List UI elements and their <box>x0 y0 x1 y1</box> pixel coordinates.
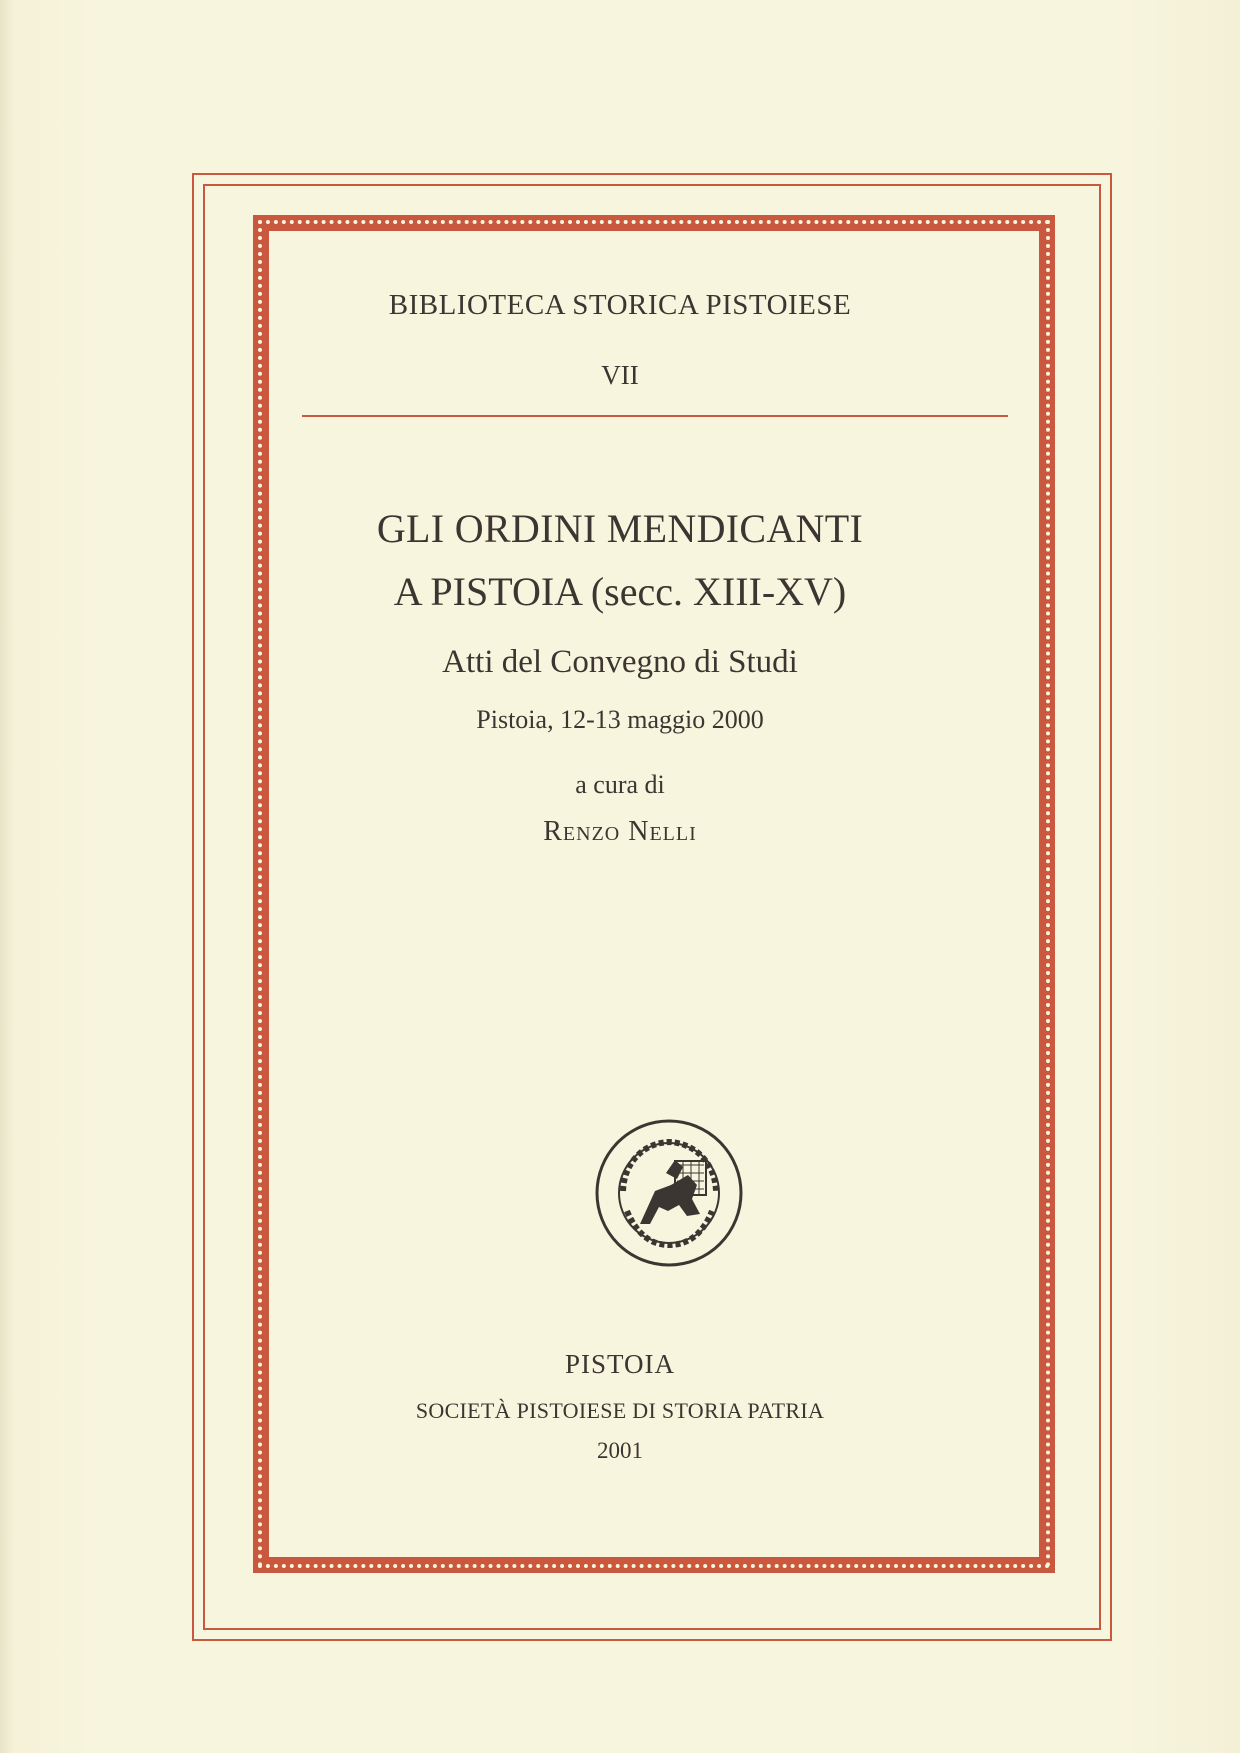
book-title-line-2: A PISTOIA (secc. XIII-XV) <box>393 569 847 614</box>
publication-year: 2001 <box>597 1438 643 1463</box>
society-seal-icon <box>589 1113 749 1273</box>
title-divider <box>302 415 1008 417</box>
series-title: BIBLIOTECA STORICA PISTOIESE <box>388 289 852 321</box>
publication-city: PISTOIA <box>564 1349 676 1379</box>
conference-date: Pistoia, 12-13 maggio 2000 <box>476 705 764 734</box>
volume-number: VII <box>601 360 639 390</box>
book-title-line-1: GLI ORDINI MENDICANTI <box>376 506 864 551</box>
editor-label: a cura di <box>575 770 665 799</box>
editor-name: Renzo Nelli <box>543 816 697 847</box>
spine-shadow <box>0 0 14 1753</box>
book-subtitle: Atti del Convegno di Studi <box>442 644 798 680</box>
publisher-name: SOCIETÀ PISTOIESE DI STORIA PATRIA <box>415 1398 825 1423</box>
